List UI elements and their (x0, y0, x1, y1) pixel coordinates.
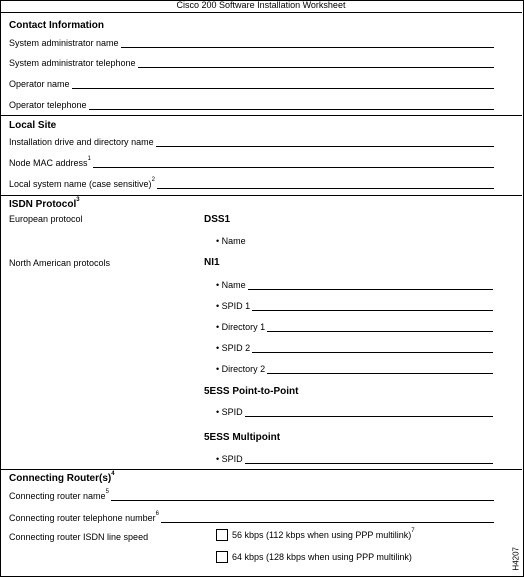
ptp-label: 5ESS Point-to-Point (204, 386, 299, 397)
ni1-directory2-line[interactable] (267, 364, 493, 374)
routers-heading: Connecting $Router(s)^4$ (9, 471, 115, 484)
ni1-name-line[interactable] (248, 280, 493, 290)
ptp-spid-line[interactable] (245, 407, 493, 417)
contact-heading: Contact Information (9, 20, 104, 31)
option-64-label: 64 kbps (128 kbps when using PPP multilink) (232, 552, 412, 562)
ni1-spid1-line[interactable] (252, 301, 493, 311)
footnote-mark: 5 (105, 489, 109, 495)
router-name-label: Connecting router name$^5$ (9, 489, 109, 501)
ptp-spid-label: • SPID (216, 407, 243, 417)
divider (0, 469, 522, 470)
ni1-name-label: • Name (216, 280, 246, 290)
operator-phone-line[interactable] (89, 100, 494, 110)
ni1-directory1-field[interactable] (216, 320, 493, 332)
install-dir-line[interactable] (156, 137, 494, 147)
router-phone-line[interactable] (161, 513, 494, 523)
figure-code: H4207 (512, 547, 521, 571)
local-site-heading: Local Site (9, 120, 57, 131)
operator-name-line[interactable] (72, 79, 494, 89)
footnote-mark: 4 (111, 471, 115, 477)
router-name-field[interactable] (9, 489, 494, 501)
multipoint-label: 5ESS Multipoint (204, 432, 281, 443)
router-phone-field[interactable] (9, 511, 494, 523)
line-speed-label: Connecting router ISDN line speed (9, 532, 149, 542)
checkbox-56-kbps[interactable] (216, 529, 228, 541)
sysadmin-phone-line[interactable] (138, 58, 494, 68)
ni1-directory2-field[interactable] (216, 362, 493, 374)
operator-name-label: Operator name (9, 79, 70, 89)
mac-line[interactable] (93, 158, 494, 168)
worksheet-title: Cisco 200 Software Installation Worksheet (0, 0, 522, 13)
install-dir-field[interactable] (9, 135, 494, 147)
sysadmin-name-field[interactable] (9, 36, 494, 48)
install-dir-label: Installation drive and directory name (9, 137, 154, 147)
dss1-name-label: • Name (216, 236, 246, 246)
ptp-spid-field[interactable] (216, 405, 493, 417)
sysadmin-phone-field[interactable] (9, 56, 494, 68)
option-64-kbps[interactable] (216, 551, 412, 563)
footnote-mark: 2 (151, 177, 155, 183)
divider (0, 115, 522, 116)
router-name-line[interactable] (111, 491, 494, 501)
multipoint-spid-label: • SPID (216, 454, 243, 464)
footnote-mark: 3 (76, 197, 80, 203)
sysadmin-phone-label: System administrator telephone (9, 58, 136, 68)
sysname-line[interactable] (157, 179, 494, 189)
footnote-mark: 1 (87, 156, 91, 162)
ni1-directory2-label: • Directory 2 (216, 364, 266, 374)
option-56-label: 56 kbps (112 kbps when using PPP multilink)$^7$ (232, 528, 415, 540)
ni1-spid1-field[interactable] (216, 299, 493, 311)
ni1-spid1-label: • SPID 1 (216, 301, 251, 311)
north-american-label: North American protocols (9, 258, 111, 268)
ni1-name-field[interactable] (216, 278, 493, 290)
router-phone-label: Connecting router telephone number$^6$ (9, 511, 159, 523)
european-protocol-label: European protocol (9, 214, 83, 224)
ni1-spid2-line[interactable] (252, 343, 493, 353)
footnote-mark: 6 (155, 511, 159, 517)
checkbox-64-kbps[interactable] (216, 551, 228, 563)
dss1-label: DSS1 (204, 214, 231, 225)
ni1-spid2-label: • SPID 2 (216, 343, 251, 353)
option-56-kbps[interactable] (216, 529, 415, 541)
ni1-spid2-field[interactable] (216, 341, 493, 353)
mac-field[interactable] (9, 156, 494, 168)
sysadmin-name-line[interactable] (121, 38, 494, 48)
operator-name-field[interactable] (9, 77, 494, 89)
multipoint-spid-line[interactable] (245, 454, 493, 464)
footnote-mark: 7 (411, 528, 415, 534)
isdn-heading: ISDN Protocol$^3$ (9, 197, 80, 210)
ni1-directory1-line[interactable] (267, 322, 493, 332)
operator-phone-label: Operator telephone (9, 100, 87, 110)
sysadmin-name-label: System administrator name (9, 38, 119, 48)
mac-label: Node MAC address$^1$ (9, 156, 91, 168)
multipoint-spid-field[interactable] (216, 452, 493, 464)
divider (0, 195, 522, 196)
sysname-label: Local system name (case sensitive)$^2$ (9, 177, 155, 189)
ni1-label: NI1 (204, 257, 220, 268)
operator-phone-field[interactable] (9, 98, 494, 110)
ni1-directory1-label: • Directory 1 (216, 322, 266, 332)
sysname-field[interactable] (9, 177, 494, 189)
